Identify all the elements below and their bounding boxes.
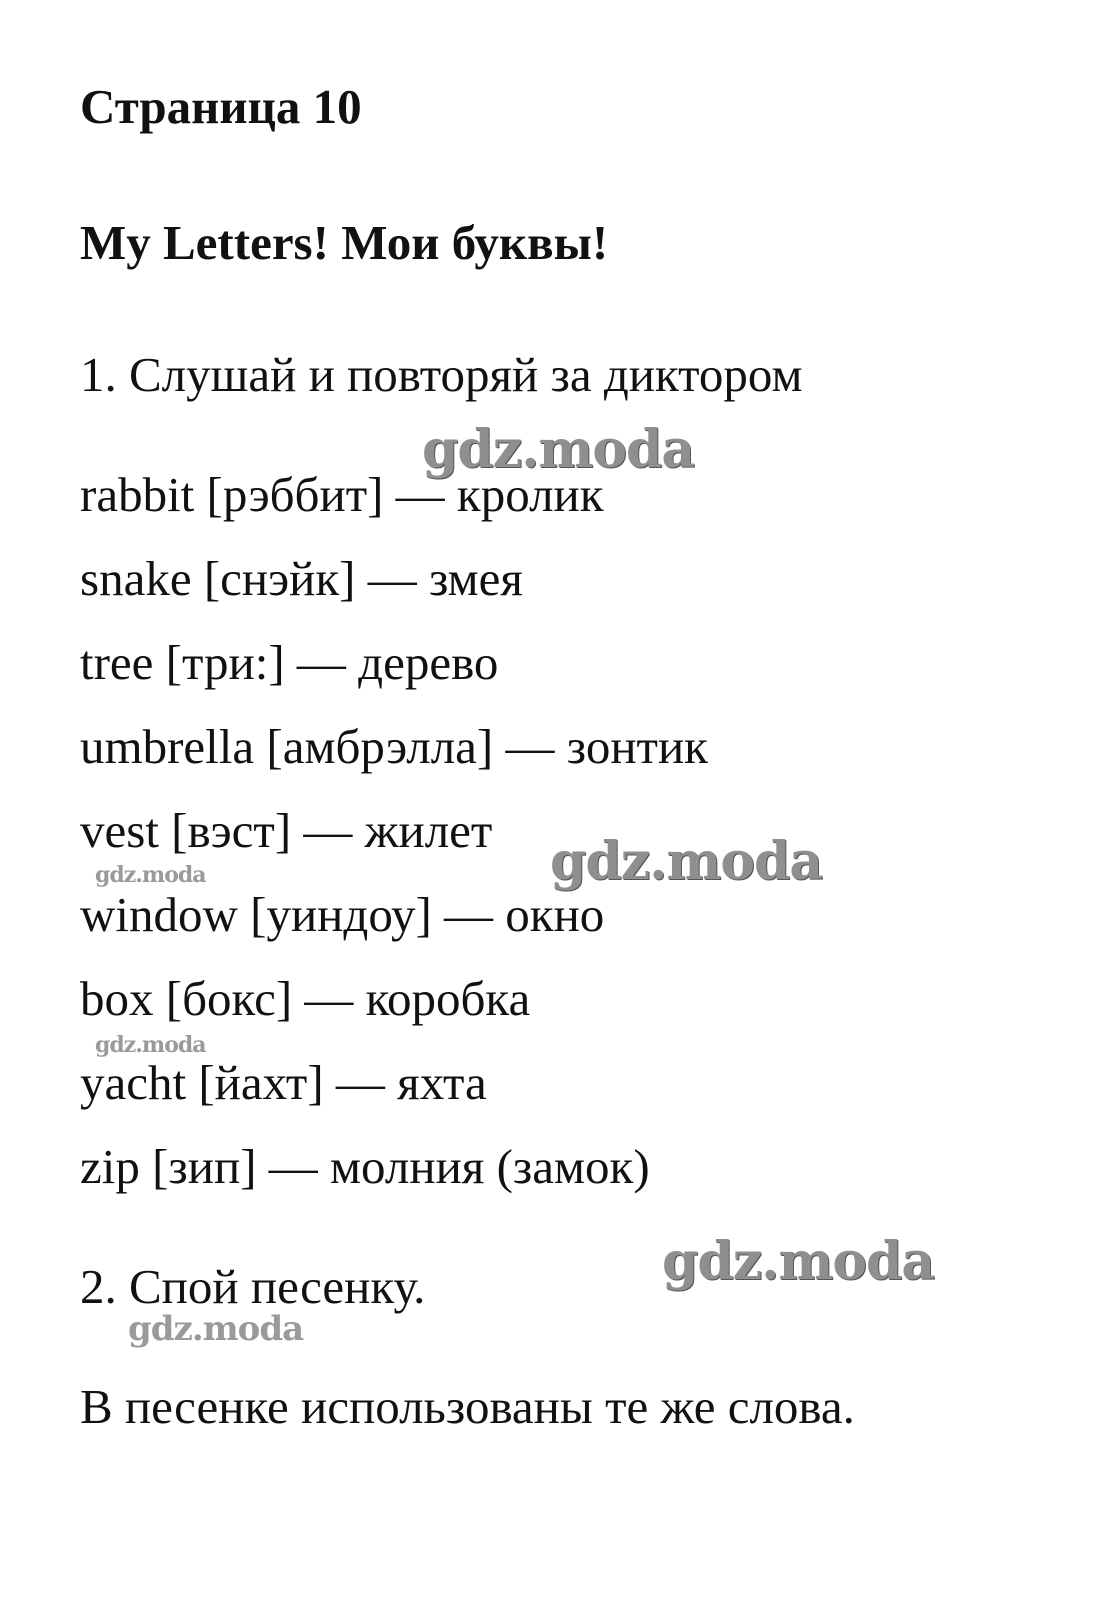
vocab-item: rabbit [рэббит] — кролик [80, 467, 604, 522]
exercise-2-note: В песенке использованы те же слова. [80, 1379, 855, 1434]
vocab-item: vest [вэст] — жилет [80, 803, 493, 858]
vocab-item: tree [три:] — дерево [80, 635, 499, 690]
vocab-item: yacht [йахт] — яхта [80, 1055, 487, 1110]
watermark: gdz.moda [662, 1231, 935, 1292]
watermark: gdz.moda [95, 862, 206, 888]
section-title: My Letters! Мои буквы! [80, 215, 609, 270]
exercise-1-title: 1. Слушай и повторяй за диктором [80, 347, 803, 402]
watermark: gdz.moda [422, 419, 695, 480]
watermark: gdz.moda [95, 1032, 206, 1058]
vocab-item: snake [снэйк] — змея [80, 551, 523, 606]
watermark: gdz.moda [550, 831, 823, 892]
vocab-item: umbrella [амбрэлла] — зонтик [80, 719, 708, 774]
vocab-item: zip [зип] — молния (замок) [80, 1139, 650, 1194]
page-title: Страница 10 [80, 79, 362, 134]
vocab-item: box [бокс] — коробка [80, 971, 531, 1026]
vocab-item: window [уиндоу] — окно [80, 887, 605, 942]
watermark: gdz.moda [128, 1309, 304, 1349]
exercise-2-title: 2. Спой песенку. [80, 1259, 426, 1314]
